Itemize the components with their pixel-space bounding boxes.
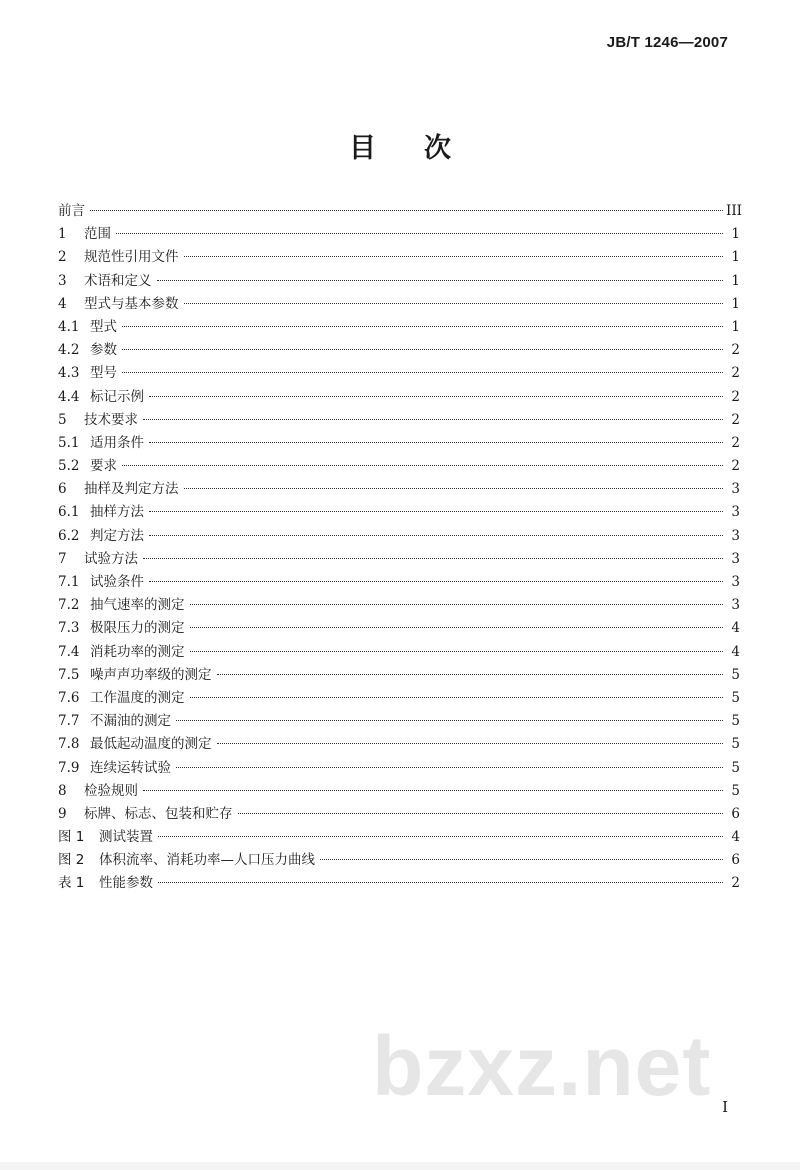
toc-entry-label: 范围: [84, 226, 111, 243]
toc-entry-page: 3: [731, 527, 740, 544]
toc-entry[interactable]: [58, 687, 740, 710]
toc-dot-leader: [190, 696, 724, 698]
toc-entry-label: 测试装置: [99, 829, 153, 846]
toc-entry-page: 1: [731, 272, 740, 289]
toc-entry-label: 体积流率、消耗功率—人口压力曲线: [99, 852, 315, 869]
toc-entry-number: 4.2: [58, 342, 80, 359]
toc-entry[interactable]: [58, 478, 740, 501]
toc-entry-label: 前言: [58, 203, 85, 219]
toc-entry[interactable]: [58, 316, 740, 339]
toc-entry-label: 工作温度的测定: [90, 689, 185, 706]
toc-entry-number: 1: [58, 226, 67, 243]
toc-entry-number: 5: [58, 411, 67, 428]
toc-entry-number: 图 2: [58, 852, 85, 869]
toc-dot-leader: [190, 626, 724, 628]
toc-entry-number: 表 1: [58, 875, 85, 892]
toc-entry[interactable]: [58, 872, 740, 895]
toc-dot-leader: [238, 812, 724, 814]
toc-entry-number: 4.4: [58, 388, 80, 405]
toc-entry-label: 型号: [90, 365, 117, 382]
toc-entry[interactable]: [58, 826, 740, 849]
toc-entry-number: 7.6: [58, 689, 80, 706]
toc-entry-page: 3: [731, 504, 740, 521]
toc-entry[interactable]: [58, 455, 740, 478]
toc-entry-page: 5: [731, 666, 740, 683]
toc-entry-number: 4: [58, 295, 67, 312]
toc-dot-leader: [158, 835, 723, 837]
toc-entry-number: 7.8: [58, 736, 80, 753]
toc-entry[interactable]: [58, 849, 740, 872]
toc-entry-label: 试验方法: [84, 550, 138, 567]
toc-entry-label: 标记示例: [90, 388, 144, 405]
toc-entry[interactable]: [58, 501, 740, 524]
toc-entry[interactable]: [58, 293, 740, 316]
toc-entry[interactable]: [58, 432, 740, 455]
toc-entry[interactable]: [58, 780, 740, 803]
toc-dot-leader: [158, 881, 723, 883]
watermark: bzxz.net: [372, 1019, 712, 1113]
toc-entry-label: 要求: [90, 458, 117, 475]
toc-entry-page: 3: [731, 597, 740, 614]
toc-entry-label: 试验条件: [90, 574, 144, 590]
toc-dot-leader: [122, 325, 723, 327]
toc-entry-page: 5: [731, 689, 740, 706]
toc-entry-page: 2: [731, 365, 740, 382]
toc-entry-page: 4: [731, 620, 740, 637]
toc-entry-page: 1: [731, 295, 740, 312]
toc-entry-page: 3: [731, 574, 740, 590]
toc-entry[interactable]: [58, 548, 740, 571]
toc-entry-page: 1: [731, 318, 740, 335]
toc-dot-leader: [149, 534, 723, 536]
toc-entry-page: 1: [731, 249, 740, 266]
toc-dot-leader: [190, 650, 724, 652]
toc-entry-label: 术语和定义: [84, 272, 152, 289]
title-char-1: 目: [349, 133, 376, 164]
toc-dot-leader: [176, 719, 723, 721]
toc-entry-label: 消耗功率的测定: [90, 643, 185, 660]
page-title: [0, 126, 800, 165]
toc-dot-leader: [184, 302, 724, 304]
toc-entry-number: 7.2: [58, 597, 80, 614]
standard-code: JB/T 1246—2007: [606, 34, 728, 51]
toc-dot-leader: [149, 395, 723, 397]
toc-entry-label: 噪声声功率级的测定: [90, 666, 212, 683]
toc-dot-leader: [122, 348, 723, 350]
toc-entry-page: 2: [731, 342, 740, 359]
toc-entry[interactable]: [58, 525, 740, 548]
toc-entry-page: 2: [731, 388, 740, 405]
toc-entry[interactable]: [58, 803, 740, 826]
toc-entry[interactable]: [58, 594, 740, 617]
toc-entry-page: 5: [731, 782, 740, 799]
toc-entry-page: 4: [731, 643, 740, 660]
toc-entry-page: 2: [731, 411, 740, 428]
toc-entry-page: 5: [731, 713, 740, 730]
toc-dot-leader: [157, 279, 724, 281]
toc-entry-label: 抽样及判定方法: [84, 481, 179, 498]
toc-dot-leader: [149, 510, 723, 512]
toc-dot-leader: [143, 557, 723, 559]
toc-dot-leader: [122, 464, 723, 466]
toc-entry-number: 7.1: [58, 574, 80, 590]
toc-entry-page: 1: [731, 226, 740, 243]
toc-entry-number: 8: [58, 782, 67, 799]
toc-entry-label: 技术要求: [84, 411, 138, 428]
toc-dot-leader: [184, 255, 724, 257]
toc-entry-number: 7.5: [58, 666, 80, 683]
toc-entry-page: 2: [731, 875, 740, 892]
toc-dot-leader: [149, 580, 723, 582]
toc-entry-number: 图 1: [58, 829, 85, 846]
toc-entry-page: III: [726, 203, 742, 219]
toc-entry-page: 2: [731, 458, 740, 475]
toc-dot-leader: [143, 418, 723, 420]
toc-entry[interactable]: [58, 617, 740, 640]
toc-entry-number: 5.1: [58, 434, 80, 451]
page-bottom-edge: [0, 1162, 800, 1170]
table-of-contents: [58, 200, 740, 896]
toc-entry[interactable]: [58, 641, 740, 664]
toc-entry[interactable]: [58, 339, 740, 362]
toc-dot-leader: [190, 603, 724, 605]
toc-entry-number: 6.2: [58, 527, 80, 544]
toc-dot-leader: [143, 789, 723, 791]
toc-entry-page: 5: [731, 759, 740, 776]
toc-entry[interactable]: [58, 757, 740, 780]
toc-entry[interactable]: [58, 362, 740, 385]
toc-entry[interactable]: [58, 223, 740, 246]
toc-entry-page: 3: [731, 481, 740, 498]
toc-entry-label: 不漏油的测定: [90, 713, 171, 730]
toc-entry-number: 2: [58, 249, 67, 266]
toc-entry-page: 3: [731, 550, 740, 567]
toc-dot-leader: [122, 371, 723, 373]
toc-entry[interactable]: [58, 386, 740, 409]
toc-entry-label: 标牌、标志、包装和贮存: [84, 805, 233, 822]
toc-entry-number: 4.3: [58, 365, 80, 382]
toc-entry-label: 最低起动温度的测定: [90, 736, 212, 753]
toc-entry-number: 6: [58, 481, 67, 498]
toc-entry-number: 4.1: [58, 318, 80, 335]
toc-entry[interactable]: [58, 664, 740, 687]
toc-entry-page: 2: [731, 434, 740, 451]
title-char-2: 次: [424, 133, 451, 164]
toc-entry-label: 检验规则: [84, 782, 138, 799]
toc-entry-number: 7.4: [58, 643, 80, 660]
toc-entry-label: 规范性引用文件: [84, 249, 179, 266]
page-folio: I: [722, 1098, 728, 1116]
toc-dot-leader: [116, 232, 723, 234]
toc-entry-number: 5.2: [58, 458, 80, 475]
toc-dot-leader: [217, 742, 724, 744]
toc-dot-leader: [320, 858, 723, 860]
toc-entry-number: 3: [58, 272, 67, 289]
toc-entry[interactable]: [58, 270, 740, 293]
toc-entry-label: 极限压力的测定: [90, 620, 185, 637]
toc-entry-page: 6: [731, 852, 740, 869]
toc-entry-label: 型式: [90, 318, 117, 335]
toc-entry-label: 型式与基本参数: [84, 295, 179, 312]
toc-entry-number: 9: [58, 805, 67, 822]
toc-entry-label: 判定方法: [90, 527, 144, 544]
toc-entry-label: 参数: [90, 342, 117, 359]
toc-dot-leader: [184, 487, 724, 489]
toc-entry-number: 6.1: [58, 504, 80, 521]
toc-entry[interactable]: [58, 200, 740, 223]
toc-dot-leader: [149, 441, 723, 443]
toc-entry-label: 性能参数: [99, 875, 153, 892]
toc-entry-label: 适用条件: [90, 434, 144, 451]
toc-entry-label: 抽气速率的测定: [90, 597, 185, 614]
toc-entry-label: 抽样方法: [90, 504, 144, 521]
toc-dot-leader: [176, 766, 723, 768]
toc-entry[interactable]: [58, 733, 740, 756]
toc-entry-number: 7.7: [58, 713, 80, 730]
toc-entry[interactable]: [58, 409, 740, 432]
toc-entry[interactable]: [58, 246, 740, 269]
toc-entry-number: 7.3: [58, 620, 80, 637]
toc-entry-page: 6: [731, 805, 740, 822]
toc-entry-number: 7: [58, 550, 67, 567]
toc-entry[interactable]: [58, 710, 740, 733]
toc-entry-label: 连续运转试验: [90, 759, 171, 776]
toc-entry-page: 4: [731, 829, 740, 846]
toc-entry-page: 5: [731, 736, 740, 753]
toc-entry-number: 7.9: [58, 759, 80, 776]
toc-dot-leader: [217, 673, 724, 675]
toc-dot-leader: [90, 209, 723, 211]
toc-entry[interactable]: [58, 571, 740, 594]
